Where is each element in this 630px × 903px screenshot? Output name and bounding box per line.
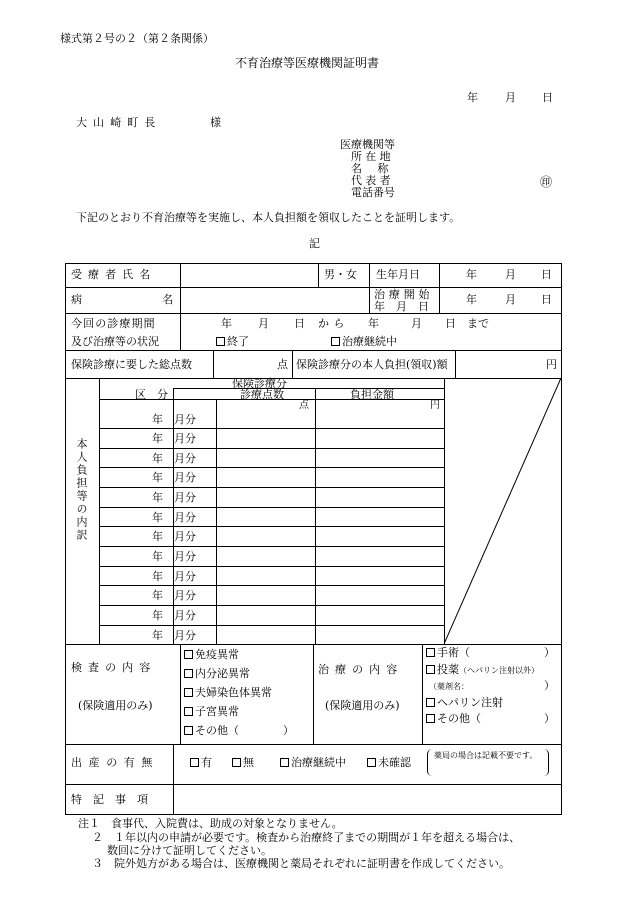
pharmacy-note: 薬局の場合は記載不要です。	[427, 749, 549, 776]
breakdown-label: 本人負担等の内訳	[75, 438, 88, 542]
treatment-heparin-checkbox[interactable]: ヘパリン注射	[426, 697, 503, 708]
birth-unconfirmed-checkbox[interactable]: 未確認	[367, 757, 411, 768]
exam-chromosome-checkbox[interactable]: 夫婦染色体異常	[184, 687, 272, 698]
date-year: 年	[467, 91, 478, 104]
birth-day: 日	[541, 268, 552, 281]
month-row: 年 月分	[152, 589, 196, 602]
surgery-close-paren: ）	[544, 646, 555, 659]
treatment-start-label-2: 年 月 日	[374, 300, 429, 313]
checkbox-icon	[216, 337, 225, 346]
note-2-cont: 数回に分けて証明してください。	[107, 844, 272, 857]
month-row: 年 月分	[152, 491, 196, 504]
month-row: 年 月分	[152, 609, 196, 622]
exam-other-checkbox[interactable]: その他（ ）	[184, 725, 294, 736]
status-continuing-checkbox[interactable]: 治療継続中	[331, 336, 397, 347]
start-year: 年	[466, 293, 477, 306]
checkbox-icon	[184, 688, 193, 697]
exam-uterus-checkbox[interactable]: 子宮異常	[184, 706, 239, 717]
period-from-year: 年	[221, 317, 232, 330]
checkbox-icon	[426, 698, 435, 707]
period-label-2: 及び治療等の状況	[71, 335, 159, 348]
month-row: 年 月分	[152, 432, 196, 445]
checkbox-icon	[184, 669, 193, 678]
total-points-label: 保険診療に要した総点数	[71, 358, 192, 371]
period-to-month: 月	[411, 317, 422, 330]
month-row: 年 月分	[152, 550, 196, 563]
patient-name-label: 受療者氏名	[71, 268, 157, 281]
treatment-insured-only: (保険適用のみ)	[325, 699, 400, 712]
period-from-month: 月	[258, 317, 269, 330]
checkbox-icon	[190, 758, 199, 767]
start-day: 日	[541, 293, 552, 306]
amount-unit: 円	[430, 400, 440, 411]
gender-select[interactable]: 男・女	[324, 268, 357, 281]
issuer-representative: 代表者	[351, 174, 394, 187]
birth-no-checkbox[interactable]: 無	[232, 757, 254, 768]
issuer-name: 名称	[351, 162, 404, 175]
period-label-1: 今回の診療期間	[71, 317, 156, 330]
birth-yes-checkbox[interactable]: 有	[190, 757, 212, 768]
insured-header: 保険診療分	[232, 377, 287, 390]
issuer-header: 医療機関等	[340, 138, 395, 151]
birth-month: 月	[505, 268, 516, 281]
other-close-paren: ）	[544, 712, 555, 725]
checkbox-icon	[426, 648, 435, 657]
seal-mark: ㊞	[540, 175, 553, 189]
exam-insured-only: (保険適用のみ)	[78, 699, 153, 712]
patient-name-field[interactable]	[182, 266, 316, 285]
points-unit: 点	[299, 400, 309, 411]
treatment-medication-checkbox[interactable]: 投薬（ヘパリン注射以外）	[426, 664, 539, 675]
checkbox-icon	[184, 707, 193, 716]
treatment-label: 治療の内容	[318, 663, 404, 676]
disease-field[interactable]	[182, 290, 367, 311]
note-2: ２ １年以内の申請が必要です。検査から治療終了までの期間が１年を超える場合は、	[92, 831, 521, 844]
status-done-checkbox[interactable]: 終了	[216, 336, 249, 347]
checkbox-icon	[426, 714, 435, 723]
col-points: 診療点数	[240, 388, 284, 401]
exam-endocrine-checkbox[interactable]: 内分泌異常	[184, 668, 250, 679]
start-month: 月	[505, 293, 516, 306]
checkbox-icon	[184, 650, 193, 659]
col-category: 区 分	[135, 388, 168, 401]
date-month: 月	[505, 91, 516, 104]
addressee-honorific: 様	[210, 116, 221, 129]
month-row: 年 月分	[152, 452, 196, 465]
birth-label: 出産の有無	[71, 756, 159, 769]
treatment-surgery-checkbox[interactable]: 手術（	[426, 647, 470, 658]
month-row: 年 月分	[152, 471, 196, 484]
period-from: から	[318, 317, 349, 330]
date-day: 日	[542, 91, 553, 104]
month-row: 年 月分	[152, 629, 196, 642]
void-diagonal	[444, 378, 562, 644]
checkbox-icon	[331, 337, 340, 346]
birth-date-label: 生年月日	[376, 268, 420, 281]
intro-text: 下記のとおり不育治療等を実施し、本人負担額を領収したことを証明します。	[76, 211, 461, 224]
treatment-start-label-1: 治療開始	[374, 288, 434, 301]
remarks-label: 特記事項	[71, 793, 159, 806]
period-from-day: 日	[294, 317, 305, 330]
checkbox-icon	[367, 758, 376, 767]
period-to-day: 日	[445, 317, 456, 330]
note-1: 注１ 食事代、入院費は、助成の対象となりません。	[78, 817, 343, 830]
yen-unit: 円	[546, 358, 557, 371]
drug-name-label: （薬剤名：	[429, 682, 469, 691]
checkbox-icon	[184, 726, 193, 735]
month-row: 年 月分	[152, 413, 196, 426]
exam-label: 検査の内容	[71, 661, 157, 674]
period-to-year: 年	[368, 317, 379, 330]
birth-year: 年	[466, 268, 477, 281]
exam-immune-checkbox[interactable]: 免疫異常	[184, 649, 239, 660]
remarks-field[interactable]	[175, 787, 559, 812]
form-number: 様式第２号の２（第２条関係）	[60, 32, 214, 45]
self-pay-field[interactable]	[457, 353, 559, 375]
col-amount: 負担金額	[350, 388, 394, 401]
self-pay-label: 保険診療分の本人負担(領収)額	[296, 358, 448, 371]
month-row: 年 月分	[152, 511, 196, 524]
birth-continuing-checkbox[interactable]: 治療継続中	[280, 757, 346, 768]
checkbox-icon	[280, 758, 289, 767]
disease-label: 病名	[71, 293, 254, 306]
addressee: 大山崎町長	[76, 116, 162, 129]
treatment-other-checkbox[interactable]: その他（	[426, 713, 481, 724]
note-3: ３ 院外処方がある場合は、医療機関と薬局それぞれに証明書を作成してください。	[92, 857, 510, 870]
issuer-address: 所在地	[351, 150, 394, 163]
checkbox-icon	[232, 758, 241, 767]
point-unit: 点	[277, 358, 288, 371]
drug-close-paren: ）	[544, 679, 555, 692]
ki-label: 記	[309, 237, 320, 250]
month-row: 年 月分	[152, 570, 196, 583]
issuer-phone: 電話番号	[351, 186, 395, 199]
period-until: まで	[467, 317, 489, 330]
checkbox-icon	[426, 665, 435, 674]
month-row: 年 月分	[152, 530, 196, 543]
page-title: 不育治療等医療機関証明書	[235, 56, 380, 70]
